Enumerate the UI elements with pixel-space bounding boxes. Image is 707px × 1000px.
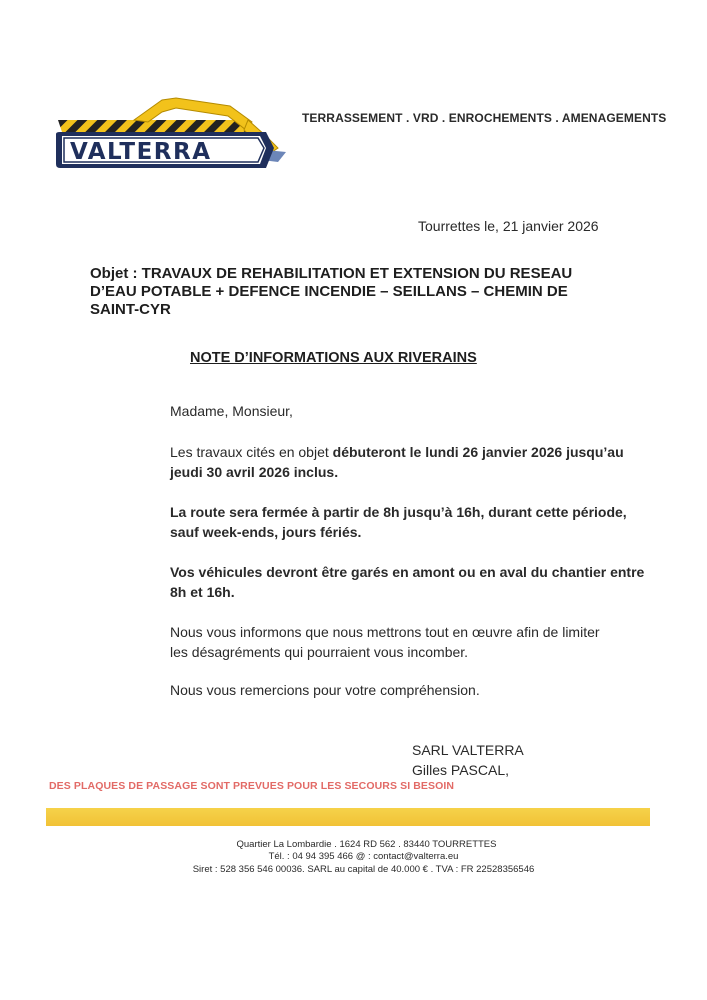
subject-line: D’EAU POTABLE + DEFENCE INCENDIE – SEILLANS – CHEMIN DE (90, 283, 568, 300)
company-logo (52, 96, 292, 178)
excavator-logo-icon (52, 96, 292, 178)
letter-subject (90, 265, 650, 319)
parking-line: 8h et 16h. (170, 584, 235, 600)
paragraph-commitment (170, 622, 650, 662)
dates-bold-text: débuteront le lundi 26 janvier 2026 jusqu’au (332, 444, 624, 460)
footer-legal: Siret : 528 356 546 00036. SARL au capital de 40.000 € . TVA : FR 22528356546 (192, 864, 535, 875)
svg-text:VALTERRA: VALTERRA (70, 139, 212, 165)
letter-date: Tourrettes le, 21 janvier 2026 (418, 218, 599, 234)
commitment-line: les désagréments qui pourraient vous incomber. (170, 644, 469, 660)
note-title: NOTE D’INFORMATIONS AUX RIVERAINS (190, 350, 477, 366)
dates-bold-text-end: jeudi 30 avril 2026 inclus. (170, 464, 339, 480)
paragraph-road-closure (170, 502, 650, 542)
signature-company: SARL VALTERRA (412, 742, 524, 758)
paragraph-dates (170, 442, 650, 482)
greeting: Madame, Monsieur, (170, 403, 293, 419)
dates-intro-text: Les travaux cités en objet (170, 444, 333, 460)
footer-address: Quartier La Lombardie . 1624 RD 562 . 83440 TOURRETTES (236, 839, 497, 850)
footer-yellow-band (46, 808, 650, 826)
paragraph-parking (170, 562, 650, 602)
subject-line: Objet : TRAVAUX DE REHABILITATION ET EXTENSION DU RESEAU (90, 265, 573, 282)
signature-block (412, 740, 524, 780)
signature-name: Gilles PASCAL, (412, 762, 509, 778)
parking-line: Vos véhicules devront être garés en amont ou en aval du chantier entre (170, 564, 645, 580)
company-tagline: TERRASSEMENT . VRD . ENROCHEMENTS . AMENAGEMENTS (302, 111, 667, 125)
emergency-plates-notice: DES PLAQUES DE PASSAGE SONT PREVUES POUR LES SECOURS SI BESOIN (49, 780, 455, 792)
road-closure-line: sauf week-ends, jours fériés. (170, 524, 362, 540)
paragraph-thanks: Nous vous remercions pour votre compréhension. (170, 682, 480, 698)
subject-line: SAINT-CYR (90, 301, 171, 318)
commitment-line: Nous vous informons que nous mettrons tout en œuvre afin de limiter (170, 624, 600, 640)
footer-contact: Tél. : 04 94 395 466 @ : contact@valterra.eu (268, 851, 459, 862)
road-closure-line: La route sera fermée à partir de 8h jusqu’à 16h, durant cette période, (170, 504, 627, 520)
